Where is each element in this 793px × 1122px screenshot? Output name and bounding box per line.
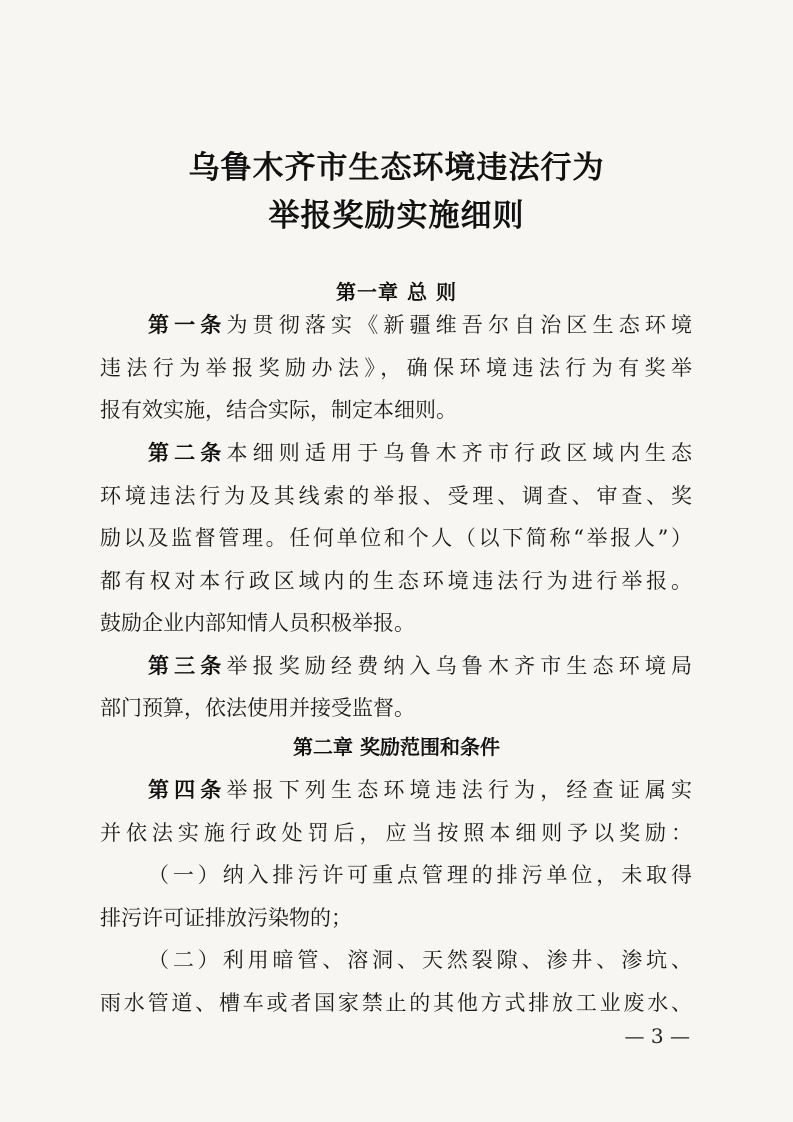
- article-1-line-3: 报有效实施，结合实际，制定本细则。: [100, 398, 457, 422]
- article-4-item-2-line-1: （二）利用暗管、溶洞、天然裂隙、渗井、渗坑、: [148, 948, 692, 972]
- article-4-item-1-line-2: 排污许可证排放污染物的；: [100, 906, 352, 930]
- article-2-label: 第二条: [148, 441, 227, 465]
- article-3-line-2: 部门预算，依法使用并接受监督。: [100, 696, 415, 720]
- article-1-line-2: 违法行为举报奖励办法》，确保环境违法行为有奖举: [100, 356, 692, 380]
- chapter-1-heading: 第一章 总 则: [336, 280, 457, 304]
- article-4-label: 第四条: [148, 778, 227, 802]
- article-1-line-1: [148, 308, 692, 342]
- article-4-line-2: 并依法实施行政处罚后，应当按照本细则予以奖励：: [100, 821, 692, 845]
- article-4-line-1: [148, 773, 692, 807]
- page-number: — 3 —: [624, 1024, 690, 1048]
- article-4-item-2-line-2: 雨水管道、槽车或者国家禁止的其他方式排放工业废水、: [100, 991, 692, 1015]
- article-2-line-3: 励以及监督管理。任何单位和个人（以下简称“举报人”）: [100, 526, 692, 550]
- article-2-text-1: 本细则适用于乌鲁木齐市行政区域内生态: [226, 441, 693, 465]
- document-title-line-2: 举报奖励实施细则: [268, 198, 525, 234]
- article-4-text-1: 举报下列生态环境违法行为，经查证属实: [226, 778, 693, 802]
- article-1-text-1: 为贯彻落实《新疆维吾尔自治区生态环境: [226, 313, 693, 337]
- article-3-text-1: 举报奖励经费纳入乌鲁木齐市生态环境局: [226, 654, 693, 678]
- article-2-line-1: [148, 436, 692, 470]
- article-3-line-1: [148, 649, 692, 683]
- document-title-line-1: 乌鲁木齐市生态环境违法行为: [188, 150, 605, 186]
- article-2-line-4: 都有权对本行政区域内的生态环境违法行为进行举报。: [100, 569, 692, 593]
- article-2-line-2: 环境违法行为及其线索的举报、受理、调查、审查、奖: [100, 484, 692, 508]
- chapter-2-heading: 第二章 奖励范围和条件: [293, 735, 500, 759]
- article-2-line-5: 鼓励企业内部知情人员积极举报。: [100, 611, 415, 635]
- article-4-item-1-line-1: （一）纳入排污许可重点管理的排污单位，未取得: [148, 863, 692, 887]
- article-1-label: 第一条: [148, 313, 227, 337]
- article-3-label: 第三条: [148, 654, 227, 678]
